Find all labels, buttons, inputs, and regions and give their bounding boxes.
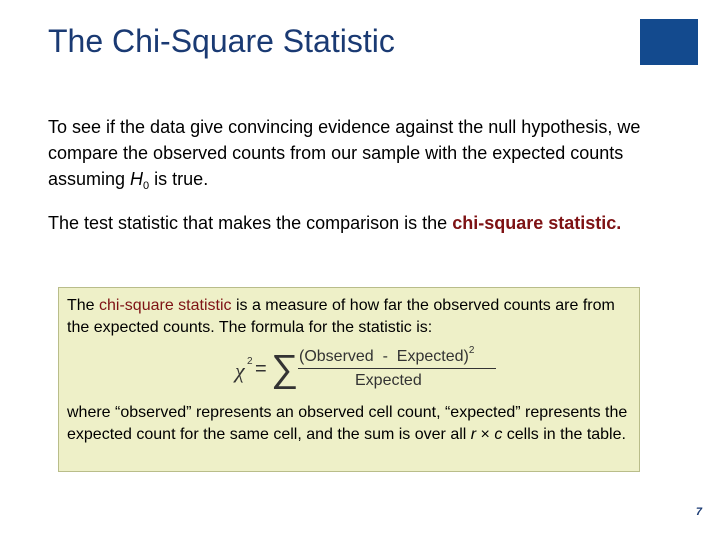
- h-subscript: 0: [143, 180, 150, 192]
- formula-denominator: Expected: [355, 372, 422, 389]
- intro-text-a: To see if the data give convincing evidence against the null hypothesis, we compare the observed counts from our sample with the expected counts assuming: [48, 117, 641, 189]
- def-intro-a: The: [67, 297, 100, 314]
- numerator-text: (Observed - Expected): [299, 348, 469, 365]
- h-variable: H: [130, 169, 144, 189]
- test-stat-text: The test statistic that makes the comparison is the: [48, 213, 453, 233]
- equals-sign: =: [255, 358, 267, 380]
- formula-numerator: [299, 345, 474, 366]
- accent-square: [640, 19, 698, 65]
- c-variable: c: [494, 426, 503, 443]
- intro-text-b: is true.: [149, 169, 209, 189]
- definition-explanation: [67, 402, 637, 446]
- chi-square-emphasis: chi-square statistic.: [452, 213, 622, 233]
- def-intro-b: is a measure of how far the observed counts are from the expected counts. The formula for the statistic is:: [67, 297, 615, 336]
- fraction-bar: [298, 368, 496, 369]
- explain-a: where “observed” represents an observed cell count, “expected” represents the expected count for the same cell, and the sum is over all: [67, 404, 628, 443]
- slide-number: 7: [695, 506, 702, 518]
- r-variable: r: [470, 426, 477, 443]
- times-sign: ×: [476, 426, 495, 443]
- def-emphasis: chi-square statistic: [99, 297, 232, 314]
- chi-exponent: 2: [247, 356, 253, 367]
- slide-title: The Chi-Square Statistic: [48, 23, 395, 59]
- definition-intro: [67, 295, 637, 339]
- chi-symbol: χ: [235, 358, 245, 383]
- sum-icon: ∑: [271, 346, 299, 390]
- definition-box: [58, 287, 640, 472]
- explain-b: cells in the table.: [502, 426, 626, 443]
- test-statistic-paragraph: [48, 210, 688, 236]
- chi-square-formula: [235, 344, 505, 396]
- numerator-exponent: 2: [468, 345, 475, 356]
- intro-paragraph: [48, 114, 688, 199]
